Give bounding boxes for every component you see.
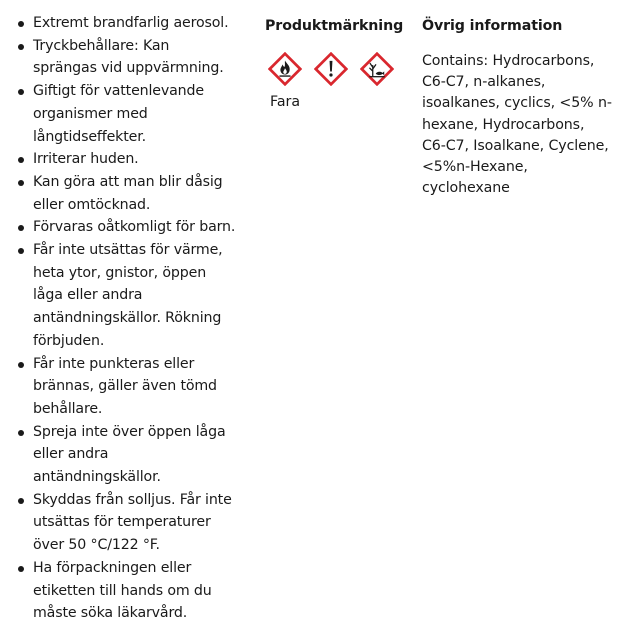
product-label-title: Produktmärkning — [265, 18, 404, 34]
other-info-column — [422, 16, 612, 199]
hazard-statements-column — [14, 12, 236, 625]
product-label-column — [265, 16, 405, 112]
exclamation-icon — [314, 52, 348, 86]
signal-word: Fara — [270, 94, 301, 110]
hazard-item: Får inte utsättas för värme, heta ytor, gnistor, öppen låga eller andra antändningskällor. Rökning förbjuden. — [14, 239, 236, 353]
hazard-item: Får inte punkteras eller brännas, gäller även tömd behållare. — [14, 353, 236, 421]
ghs-pictograms — [268, 52, 405, 86]
other-info-title: Övrig information — [422, 18, 563, 34]
environment-icon — [360, 52, 394, 86]
ingredients-text: Contains: Hydrocarbons, C6-C7, n-alkanes, isoalkanes, cyclics, <5% n-hexane, Hydrocarbons, C6-C7, Isoalkane, Cyclene, <5%n-Hexane, cyclohexane — [422, 53, 612, 197]
hazard-item: Tryckbehållare: Kan sprängas vid uppvärmning. — [14, 35, 236, 80]
hazard-list — [14, 12, 236, 625]
hazard-item: Ha förpackningen eller etiketten till hands om du måste söka läkarvård. — [14, 557, 236, 625]
flame-icon — [268, 52, 302, 86]
hazard-item: Irriterar huden. — [14, 148, 236, 171]
hazard-item: Förvaras oåtkomligt för barn. — [14, 216, 236, 239]
hazard-item: Extremt brandfarlig aerosol. — [14, 12, 236, 35]
hazard-item: Kan göra att man blir dåsig eller omtöcknad. — [14, 171, 236, 216]
hazard-item: Skyddas från solljus. Får inte utsättas för temperaturer över 50 °C/122 °F. — [14, 489, 236, 557]
hazard-item: Giftigt för vattenlevande organismer med långtidseffekter. — [14, 80, 236, 148]
hazard-item: Spreja inte över öppen låga eller andra antändningskällor. — [14, 421, 236, 489]
